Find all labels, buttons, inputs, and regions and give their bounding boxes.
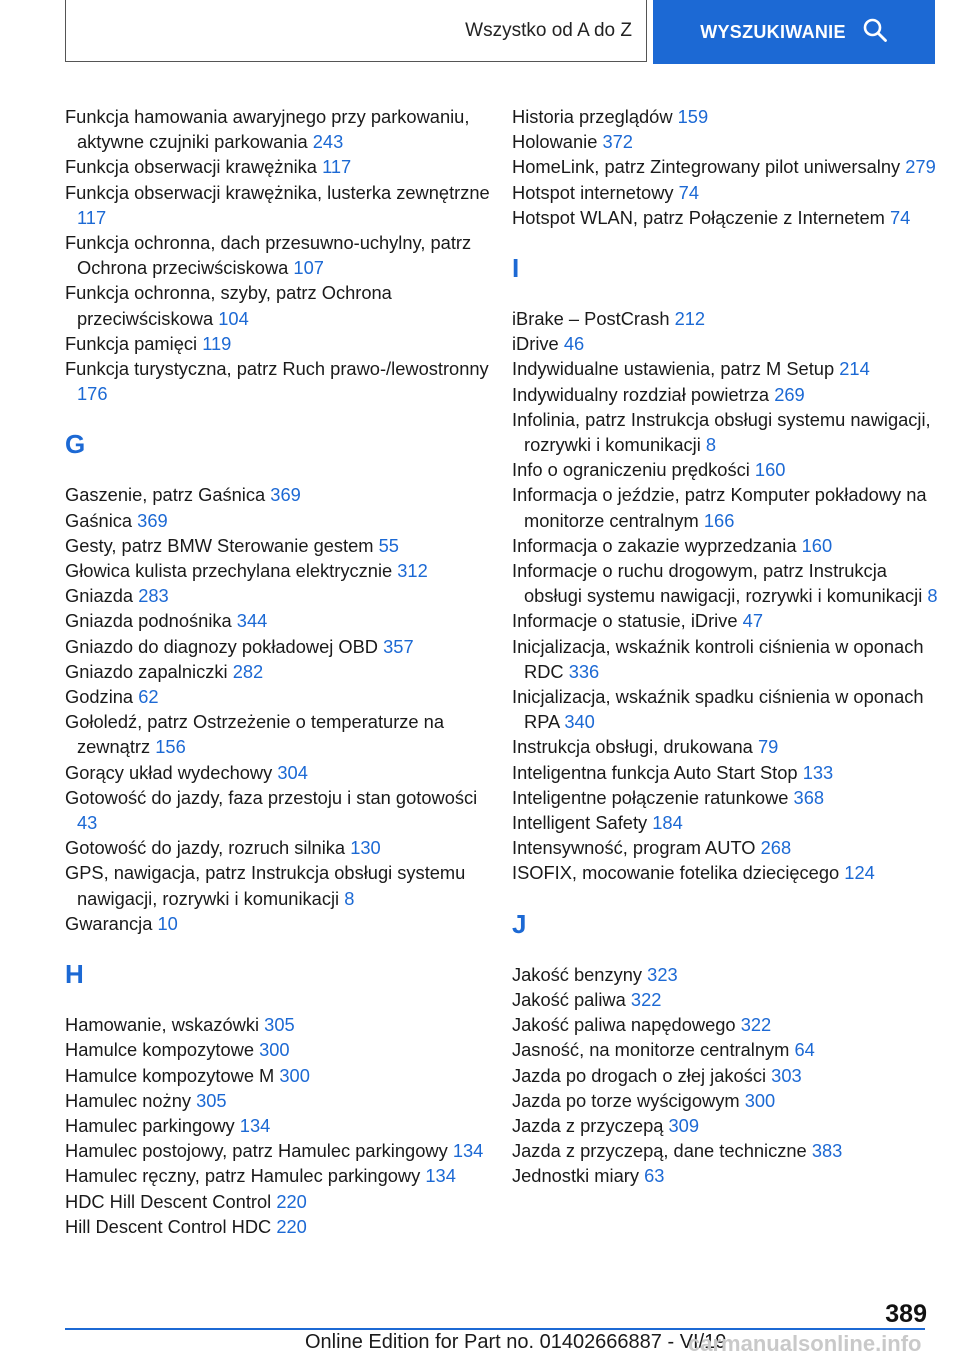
page-link[interactable]: 74	[890, 206, 911, 228]
index-entry	[65, 1214, 495, 1239]
page-link[interactable]: 322	[740, 1014, 772, 1036]
index-entry	[65, 1063, 495, 1088]
index-entry	[512, 407, 942, 457]
entry-text: Hotspot WLAN, patrz Połączenie z Internetem	[512, 206, 885, 228]
entry-text: Info o ograniczeniu prędkości	[512, 459, 750, 481]
index-entry	[65, 684, 495, 709]
index-entry	[65, 659, 495, 684]
entry-text: Hamulce kompozytowe	[65, 1039, 254, 1061]
page-link[interactable]: 322	[630, 988, 662, 1010]
page-link[interactable]: 166	[703, 509, 735, 531]
page-link[interactable]: 119	[202, 332, 232, 354]
page-link[interactable]: 62	[138, 686, 159, 708]
page-link[interactable]: 117	[77, 206, 107, 228]
index-entry	[512, 835, 942, 860]
section-letter: J	[512, 908, 527, 939]
index-entry	[65, 508, 495, 533]
index-entry	[512, 760, 942, 785]
page-link[interactable]: 282	[232, 660, 264, 682]
page-link[interactable]: 269	[774, 383, 805, 405]
page-link[interactable]: 323	[647, 963, 678, 985]
page-link[interactable]: 46	[563, 333, 585, 355]
page-link[interactable]: 283	[138, 585, 169, 607]
page-link[interactable]: 47	[742, 610, 763, 632]
entry-text: Instrukcja obsługi, drukowana	[512, 736, 753, 758]
index-entry	[512, 785, 942, 810]
index-entry	[65, 1113, 495, 1138]
page-link[interactable]: 336	[568, 660, 600, 682]
entry-text: Jakość benzyny	[512, 963, 643, 985]
index-entry	[65, 180, 495, 230]
entry-text: iDrive	[512, 333, 559, 355]
page-link[interactable]: 300	[744, 1089, 776, 1111]
index-entry	[65, 835, 495, 860]
edition-text: Online Edition for Part no. 01402666887 - VI/19	[305, 1331, 727, 1353]
entry-text: Funkcja pamięci	[65, 332, 198, 354]
entry-text: Godzina	[65, 686, 134, 708]
page-link[interactable]: 184	[652, 812, 683, 834]
index-entry	[65, 785, 495, 835]
entry-text: Funkcja obserwacji krawężnika, lusterka zewnętrzne	[65, 181, 490, 203]
page-link[interactable]: 64	[794, 1039, 815, 1061]
index-entry	[65, 860, 495, 910]
entry-text: Gaśnica	[65, 509, 133, 531]
page-link[interactable]: 243	[312, 131, 344, 153]
index-entry	[65, 482, 495, 507]
entry-text: ISOFIX, mocowanie fotelika dziecięcego	[512, 862, 840, 884]
index-entry	[512, 962, 942, 987]
section-letter: G	[65, 429, 86, 460]
index-entry	[65, 331, 495, 356]
index-entry	[512, 1037, 942, 1062]
footer-divider	[65, 1328, 925, 1330]
page-link[interactable]: 55	[378, 534, 399, 556]
index-entry	[65, 230, 495, 280]
page-link[interactable]: 104	[218, 307, 249, 329]
entry-text: Jazda po drogach o złej jakości	[512, 1064, 767, 1086]
entry-text: Gaszenie, patrz Gaśnica	[65, 484, 266, 506]
index-column-right	[512, 104, 942, 1189]
section-letter: H	[65, 959, 84, 990]
entry-text: Intelligent Safety	[512, 812, 648, 834]
index-entry	[512, 634, 942, 684]
entry-text: iBrake – PostCrash	[512, 308, 670, 330]
page-link[interactable]: 344	[236, 610, 268, 632]
index-entry	[512, 154, 942, 179]
index-entry	[65, 104, 495, 154]
index-entry	[512, 129, 942, 154]
index-entry	[512, 331, 942, 356]
index-entry	[65, 1088, 495, 1113]
page-link[interactable]: 220	[276, 1190, 307, 1212]
entry-text: Informacja o jeździe, patrz Komputer pokładowy na monitorze centralnym	[512, 484, 927, 531]
entry-text: Informacje o statusie, iDrive	[512, 610, 738, 632]
page-number: 389	[885, 1300, 927, 1328]
entry-text: Indywidualne ustawienia, patrz M Setup	[512, 358, 835, 380]
entry-text: Indywidualny rozdział powietrza	[512, 383, 770, 405]
entry-text: Inicjalizacja, wskaźnik spadku ciśnienia w oponach RPA	[512, 686, 924, 733]
page-link[interactable]: 214	[839, 358, 870, 380]
index-entry	[512, 684, 942, 734]
entry-text: Gniazda	[65, 585, 134, 607]
index-entry	[512, 987, 942, 1012]
entry-text: Gniazdo zapalniczki	[65, 660, 228, 682]
entry-text: Jednostki miary	[512, 1165, 639, 1187]
page-link[interactable]: 300	[279, 1064, 310, 1086]
index-entry	[65, 634, 495, 659]
entry-text: Hill Descent Control HDC	[65, 1215, 272, 1237]
entry-text: Funkcja hamowania awaryjnego przy parkowaniu, aktywne czujniki parkowania	[65, 106, 470, 153]
page-link[interactable]: 279	[905, 156, 936, 178]
page-link[interactable]: 309	[668, 1114, 700, 1136]
entry-text: Historia przeglądów	[512, 106, 673, 127]
entry-text: Jasność, na monitorze centralnym	[512, 1039, 790, 1061]
entry-text: Infolinia, patrz Instrukcja obsługi systemu nawigacji, rozrywki i komunikacji	[512, 408, 931, 456]
page-link[interactable]: 117	[322, 156, 352, 178]
entry-text: Hamulec parkingowy	[65, 1114, 235, 1136]
page-link[interactable]: 8	[705, 434, 717, 456]
page-link[interactable]: 43	[77, 812, 98, 834]
entry-text: Jazda po torze wyścigowym	[512, 1089, 740, 1111]
page-link[interactable]: 160	[754, 459, 786, 481]
index-entry	[65, 1037, 495, 1062]
index-entry	[65, 608, 495, 633]
entry-text: Gorący układ wydechowy	[65, 761, 273, 783]
index-entry	[512, 382, 942, 407]
index-entry	[512, 1063, 942, 1088]
entry-text: Jazda z przyczepą, dane techniczne	[512, 1140, 807, 1162]
entry-text: Gniazdo do diagnozy pokładowej OBD	[65, 635, 379, 657]
page-link[interactable]: 156	[155, 736, 186, 758]
index-entry	[65, 1012, 495, 1037]
page-link[interactable]: 63	[644, 1165, 665, 1187]
entry-text: Funkcja ochronna, dach przesuwno-uchylny, patrz Ochrona przeciwściskowa	[65, 232, 472, 279]
entry-text: HomeLink, patrz Zintegrowany pilot uniwersalny	[512, 156, 901, 178]
page-link[interactable]: 303	[771, 1064, 802, 1086]
index-entry	[65, 709, 495, 759]
entry-text: Funkcja turystyczna, patrz Ruch prawo-/lewostronny	[65, 358, 489, 380]
index-entry	[512, 180, 942, 205]
top-navigation	[65, 0, 935, 64]
index-entry	[512, 1088, 942, 1113]
index-entry	[65, 533, 495, 558]
tab-a-to-z-label: Wszystko od A do Z	[465, 19, 632, 41]
page-link[interactable]: 268	[760, 837, 792, 859]
page-link[interactable]: 305	[264, 1014, 295, 1036]
entry-text: Gotowość do jazdy, faza przestoju i stan gotowości	[65, 786, 478, 808]
entry-text: Głowica kulista przechylana elektrycznie	[65, 560, 393, 582]
entry-text: Inteligentne połączenie ratunkowe	[512, 786, 789, 808]
entry-text: Hamulec ręczny, patrz Hamulec parkingowy	[65, 1165, 421, 1187]
page-link[interactable]: 10	[157, 912, 178, 934]
index-column-left	[65, 104, 495, 1239]
entry-text: Funkcja ochronna, szyby, patrz Ochrona przeciwściskowa	[65, 282, 392, 329]
tab-a-to-z[interactable]	[65, 0, 647, 62]
entry-text: Hamulce kompozytowe M	[65, 1064, 275, 1086]
page-link[interactable]: 8	[927, 585, 938, 607]
tab-search-label: WYSZUKIWANIE	[700, 21, 846, 42]
index-entry	[65, 760, 495, 785]
page-link[interactable]: 372	[602, 131, 633, 153]
entry-text: Jazda z przyczepą	[512, 1114, 664, 1136]
page-link[interactable]: 176	[77, 383, 108, 405]
page-link[interactable]: 340	[564, 711, 595, 733]
page-link[interactable]: 304	[277, 761, 308, 783]
entry-text: Intensywność, program AUTO	[512, 837, 756, 859]
index-entry	[512, 205, 942, 230]
index-entry	[512, 356, 942, 381]
page-link[interactable]: 220	[276, 1215, 307, 1237]
index-entry	[512, 558, 942, 608]
entry-text: Gniazda podnośnika	[65, 610, 232, 632]
page-link[interactable]: 312	[397, 560, 428, 582]
page-link[interactable]: 160	[801, 534, 833, 556]
index-entry	[512, 1138, 942, 1163]
entry-text: HDC Hill Descent Control	[65, 1190, 272, 1212]
index-entry	[65, 1138, 495, 1163]
index-entry	[512, 860, 942, 885]
entry-text: Hamulec postojowy, patrz Hamulec parkingowy	[65, 1140, 448, 1162]
index-entry	[65, 1163, 495, 1188]
entry-text: Hotspot internetowy	[512, 181, 674, 203]
index-entry	[65, 911, 495, 936]
search-icon	[862, 17, 888, 48]
index-entry	[65, 356, 495, 406]
index-entry	[65, 280, 495, 330]
entry-text: Holowanie	[512, 131, 598, 153]
page-link[interactable]: 368	[793, 786, 825, 808]
page-link[interactable]: 134	[425, 1165, 456, 1187]
index-entry	[65, 1189, 495, 1214]
entry-text: Inicjalizacja, wskaźnik kontroli ciśnienia w oponach RDC	[512, 635, 924, 682]
entry-text: Inteligentna funkcja Auto Start Stop	[512, 761, 798, 783]
entry-text: Gołoledź, patrz Ostrzeżenie o temperaturze na zewnątrz	[65, 711, 445, 758]
index-entry	[512, 608, 942, 633]
page-link[interactable]: 357	[383, 635, 414, 657]
page-link[interactable]: 383	[811, 1140, 843, 1162]
entry-text: Gwarancja	[65, 912, 153, 934]
page-link[interactable]: 74	[678, 181, 700, 203]
page-link[interactable]: 124	[844, 862, 875, 884]
index-entry	[512, 533, 942, 558]
index-entry	[65, 558, 495, 583]
page-link[interactable]: 212	[674, 308, 706, 330]
index-entry	[512, 306, 942, 331]
page-link[interactable]: 130	[350, 837, 381, 859]
index-entry	[512, 1163, 942, 1188]
index-entry	[512, 734, 942, 759]
entry-text: Gotowość do jazdy, rozruch silnika	[65, 837, 346, 859]
tab-search[interactable]	[653, 0, 935, 64]
entry-text: Hamowanie, wskazówki	[65, 1014, 260, 1036]
page-link[interactable]: 305	[196, 1089, 227, 1111]
index-entry	[512, 810, 942, 835]
page-link[interactable]: 134	[452, 1140, 484, 1162]
entry-text: Jakość paliwa	[512, 988, 626, 1010]
entry-text: Hamulec nożny	[65, 1089, 191, 1111]
section-letter: I	[512, 253, 520, 284]
index-entry	[65, 583, 495, 608]
page-link[interactable]: 133	[802, 761, 834, 783]
entry-text: GPS, nawigacja, patrz Instrukcja obsługi systemu nawigacji, rozrywki i komunikacji	[65, 862, 466, 909]
index-entry	[512, 457, 942, 482]
index-entry	[65, 154, 495, 179]
page-link[interactable]: 79	[757, 736, 779, 758]
entry-text: Jakość paliwa napędowego	[512, 1014, 736, 1036]
page-link[interactable]: 107	[293, 257, 324, 279]
page-link[interactable]: 369	[270, 484, 301, 506]
entry-text: Gesty, patrz BMW Sterowanie gestem	[65, 534, 374, 556]
index-entry	[512, 482, 942, 532]
entry-text: Informacja o zakazie wyprzedzania	[512, 534, 797, 556]
page-link[interactable]: 159	[677, 106, 709, 127]
page-link[interactable]: 300	[259, 1039, 290, 1061]
index-entry	[512, 1113, 942, 1138]
page-link[interactable]: 8	[344, 887, 355, 909]
index-entry	[512, 1012, 942, 1037]
entry-text: Funkcja obserwacji krawężnika	[65, 156, 317, 178]
entry-text: Informacje o ruchu drogowym, patrz Instrukcja obsługi systemu nawigacji, rozrywki i komunikacji	[512, 560, 923, 607]
index-entry	[512, 104, 942, 129]
page-link[interactable]: 369	[137, 509, 168, 531]
watermark: carmanualsonline.info	[688, 1331, 922, 1356]
page-link[interactable]: 134	[239, 1114, 271, 1136]
